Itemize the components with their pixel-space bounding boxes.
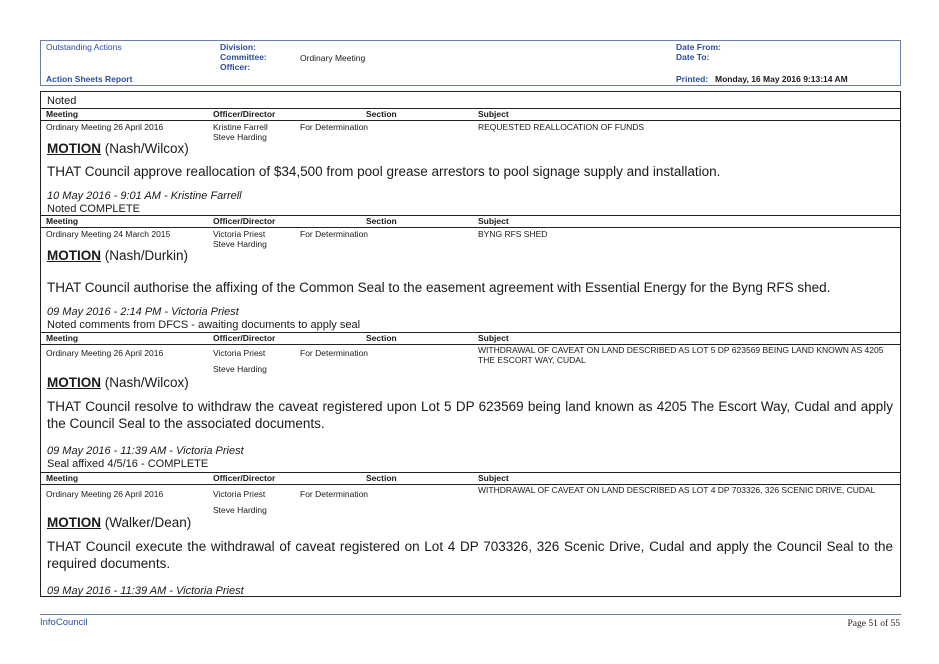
action-status: Seal affixed 4/5/16 - COMPLETE [47,458,209,470]
page-number: Page 51 of 55 [847,619,900,629]
col-section: Section [366,216,397,226]
actions-table [40,91,901,597]
motion-word: MOTION [47,248,101,263]
motion-text: THAT Council authorise the affixing of the Common Seal to the easement agreement with Essential Energy for the Byng RFS shed. [47,280,831,295]
report-type: Outstanding Actions [46,42,122,52]
table-header [41,472,900,485]
col-meeting: Meeting [46,473,79,483]
motion-word: MOTION [47,375,101,390]
action-log-entry: 09 May 2016 - 11:39 AM - Victoria Priest [47,585,244,597]
col-meeting: Meeting [46,333,79,343]
col-officer: Officer/Director [213,216,276,226]
committee-label: Committee: [220,52,267,62]
col-meeting: Meeting [46,216,79,226]
col-subject: Subject [478,109,509,119]
action-status: Noted comments from DFCS - awaiting documents to apply seal [47,319,361,331]
officer-label: Officer: [220,62,251,72]
footer-brand: InfoCouncil [40,617,88,628]
motion-word: MOTION [47,141,101,156]
subject-cell: BYNG RFS SHED [478,229,548,239]
printed-label: Printed: [676,74,709,84]
report-name: Action Sheets Report [46,74,133,84]
status-line: Noted [47,95,77,107]
motion-movers: (Nash/Wilcox) [101,141,189,156]
table-header [41,215,900,228]
section-cell: For Determination [300,122,369,132]
col-section: Section [366,109,397,119]
subject-cell: WITHDRAWAL OF CAVEAT ON LAND DESCRIBED AS LOT 4 DP 703326, 326 SCENIC DRIVE, CUDAL [478,485,876,495]
table-header [41,108,900,121]
motion-text: THAT Council resolve to withdraw the caveat registered upon Lot 5 DP 623569 being land known as 4205 The Escort Way, Cudal and apply the Council Seal to the associated documents. [47,399,893,431]
director-cell: Steve Harding [213,364,267,374]
col-subject: Subject [478,333,509,343]
section-cell: For Determination [300,348,369,358]
officer-cell: Victoria Priest [213,348,266,358]
col-meeting: Meeting [46,109,79,119]
section-cell: For Determination [300,229,369,239]
motion-movers: (Walker/Dean) [101,515,192,530]
printed-value: Monday, 16 May 2016 9:13:14 AM [715,74,848,84]
col-officer: Officer/Director [213,473,276,483]
table-header [41,332,900,345]
col-subject: Subject [478,473,509,483]
subject-cell: REQUESTED REALLOCATION OF FUNDS [478,122,645,132]
motion-text: THAT Council execute the withdrawal of caveat registered on Lot 4 DP 703326, 326 Scenic Drive, Cudal and apply the Council Seal to the required documents. [47,539,893,571]
officer-cell: Victoria Priest [213,229,266,239]
motion-word: MOTION [47,515,101,530]
officer-cell: Victoria Priest [213,489,266,499]
col-section: Section [366,473,397,483]
director-cell: Steve Harding [213,505,267,515]
meeting-cell: Ordinary Meeting 26 April 2016 [46,122,164,132]
motion-movers: (Nash/Durkin) [101,248,189,263]
col-section: Section [366,333,397,343]
date-from-label: Date From: [676,42,721,52]
action-log-entry: 09 May 2016 - 11:39 AM - Victoria Priest [47,445,244,457]
meeting-cell: Ordinary Meeting 24 March 2015 [46,229,171,239]
motion-movers: (Nash/Wilcox) [101,375,189,390]
action-log-entry: 09 May 2016 - 2:14 PM - Victoria Priest [47,306,239,318]
committee-value: Ordinary Meeting [300,53,366,63]
action-status: Noted COMPLETE [47,203,140,215]
col-officer: Officer/Director [213,109,276,119]
officer-cell: Kristine Farrell [213,122,268,132]
motion-heading [47,515,191,531]
division-label: Division: [220,42,256,52]
subject-cell: WITHDRAWAL OF CAVEAT ON LAND DESCRIBED AS LOT 5 DP 623569 BEING LAND KNOWN AS 4205 THE ESCORT WAY, CUDAL [478,345,884,365]
report-header [40,40,901,86]
col-officer: Officer/Director [213,333,276,343]
action-log-entry: 10 May 2016 - 9:01 AM - Kristine Farrell [47,190,242,202]
motion-heading [47,375,189,391]
section-cell: For Determination [300,489,369,499]
footer-divider [40,614,901,615]
col-subject: Subject [478,216,509,226]
meeting-cell: Ordinary Meeting 26 April 2016 [46,348,164,358]
director-cell: Steve Harding [213,239,267,249]
meeting-cell: Ordinary Meeting 26 April 2016 [46,489,164,499]
motion-heading [47,141,189,157]
director-cell: Steve Harding [213,132,267,142]
date-to-label: Date To: [676,52,710,62]
motion-text: THAT Council approve reallocation of $34,500 from pool grease arrestors to pool signage supply and installation. [47,164,721,179]
motion-heading [47,248,188,264]
